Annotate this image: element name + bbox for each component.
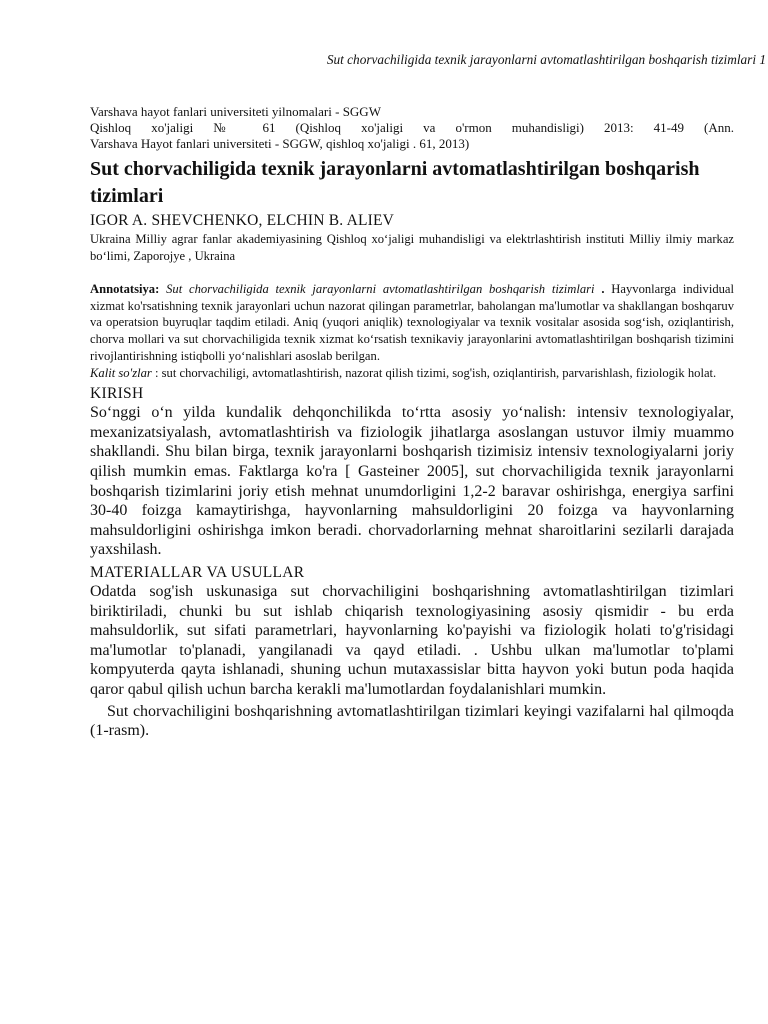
source-line-3: Varshava Hayot fanlari universiteti - SGGW, qishloq xo'jaligi . 61, 2013) xyxy=(90,136,470,151)
abstract xyxy=(90,281,734,365)
paper-title: Sut chorvachiligida texnik jarayonlarni avtomatlashtirilgan boshqarish tizimlari xyxy=(90,158,700,207)
paper-authors: IGOR A. SHEVCHENKO, ELCHIN B. ALIEV xyxy=(90,212,395,229)
source-line-2: Qishloq xo'jaligi № 61 (Qishloq xo'jaligi va o'rmon muhandisligi) 2013: 41-49 (Ann. xyxy=(90,120,734,135)
section-heading-methods: MATERIALLAR VA USULLAR xyxy=(90,563,305,581)
methods-paragraph: Odatda sog'ish uskunasiga sut chorvachiligini boshqarishning avtomatlashtirilgan tizimlari biriktiriladi, chunki bu sut ishlab chiqarish texnologiyasining asosiy qismidir - bu erda mahsuldorlik, sut sifati parametrlari, hayvonlarning ko'payishi va fiziologik holati to'g'risidagi ma'lumotlar to'planadi, yangilanadi va qayd etiladi. . Ushbu ulkan ma'lumotlar to'plami kompyuterda qayta ishlanadi, shuning uchun mutaxassislar bitta hayvon yoki butun poda haqida qaror qabul qilish uchun barcha kerakli ma'lumotlardan foydalanishlari mumkin. xyxy=(90,582,734,698)
section-heading-intro: KIRISH xyxy=(90,385,144,403)
abstract-text: Hayvonlarga individual xizmat ko'rsatishning texnik jarayonlari uchun nazorat qilingan parametrlar, baholangan ma'lumotlar va shakllangan boshqaruv va operatsion buyruqlar taqdim etiladi. Aniq (yuqori aniqlik) texnologiyalar va texnik vositalar asosida sog‘ish, oziqlantirish, chorva mollari va sut chorvachiligida texnik xizmat ko‘rsatish texnikaviy jarayonlarini avtomatlashtirilgan boshqarish tizimini rivojlantirishning istiqbolli yo‘nalishlari asoslab berilgan. xyxy=(90,282,734,363)
keywords-label: Kalit so'zlar xyxy=(90,365,152,380)
author-affiliation: Ukraina Milliy agrar fanlar akademiyasining Qishloq xo‘jaligi muhandisligi va elektrlashtirish instituti Milliy ilmiy markaz bo‘limi, Zaporojye , Ukraina xyxy=(90,232,734,263)
abstract-label: Annotatsiya: xyxy=(90,282,160,296)
keywords xyxy=(90,365,734,382)
abstract-title: Sut chorvachiligida texnik jarayonlarni avtomatlashtirilgan boshqarish tizimlari xyxy=(166,282,595,296)
paper-body xyxy=(90,104,734,741)
running-header: Sut chorvachiligida texnik jarayonlarni avtomatlashtirilgan boshqarish tizimlari 1 xyxy=(326,52,766,67)
methods-paragraph-2: Sut chorvachiligini boshqarishning avtomatlashtirilgan tizimlari keyingi vazifalarni hal qilmoqda (1-rasm). xyxy=(90,702,734,740)
intro-paragraph: So‘nggi o‘n yilda kundalik dehqonchilikda to‘rtta asosiy yo‘nalish: intensiv texnologiyalar, mexanizatsiyalash, avtomatlashtirish va fiziologik jihatlarga asoslangan ustuvor ilmiy muammo shakllandi. Shu bilan birga, texnik jarayonlarni boshqarish tizimisiz intensiv texnologiyalarni joriy qilish mumkin emas. Faktlarga ko'ra [ Gasteiner 2005], sut chorvachiligida texnik jarayonlarni boshqarish tizimlarini joriy etish mehnat unumdorligini 1,2-2 baravar oshirishga, energiya sarfini 30-40 foizga kamaytirishga, hayvonlarning mahsuldorligini 20 foizga va hayvonlarning mahsuldorligini oshirishga imkon beradi. chorvadorlarning mehnat sharoitlarini sezilarli darajada yaxshilash. xyxy=(90,404,734,559)
abstract-dot: . xyxy=(594,282,605,296)
source-line-1: Varshava hayot fanlari universiteti yilnomalari - SGGW xyxy=(90,104,381,119)
keywords-text: : sut chorvachiligi, avtomatlashtirish, nazorat qilish tizimi, sog'ish, oziqlantirish, parvarishlash, fiziologik holat. xyxy=(151,365,717,380)
